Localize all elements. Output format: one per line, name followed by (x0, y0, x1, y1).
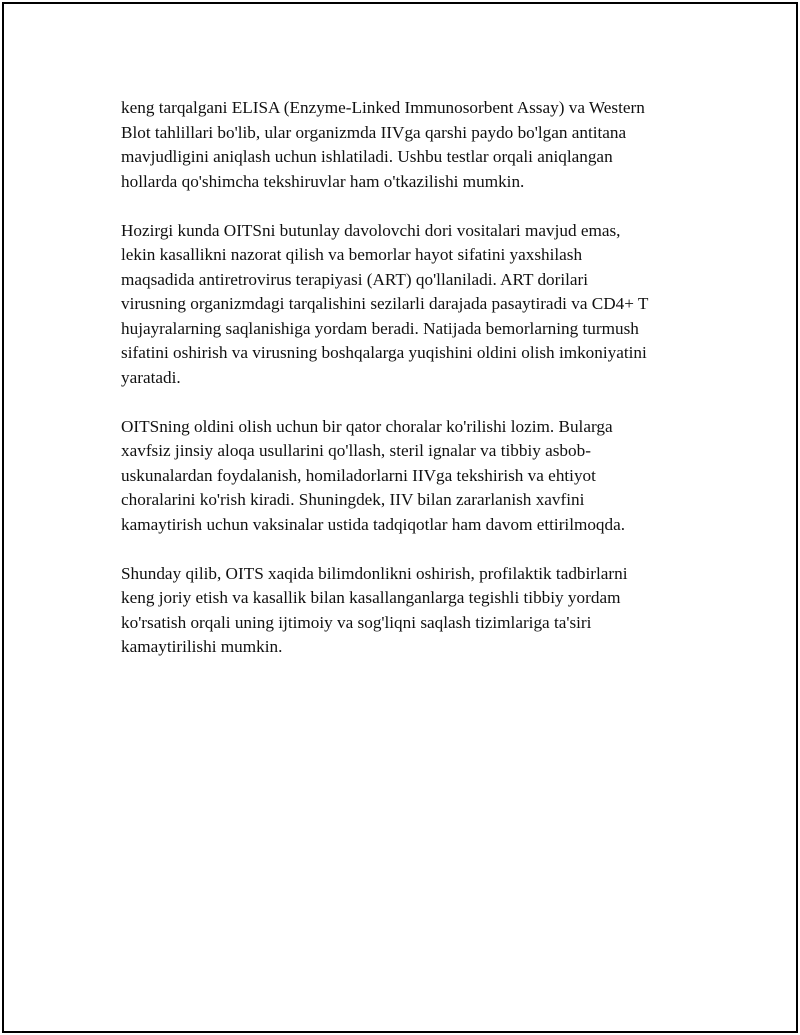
text-line: OITSning oldini olish uchun bir qator choralar ko'rilishi lozim. Bularga (121, 416, 613, 436)
text-line: yaratadi. (121, 367, 181, 387)
paragraph-prevention (121, 415, 701, 538)
document-body (121, 96, 701, 684)
text-line: Hozirgi kunda OITSni butunlay davolovchi dori vositalari mavjud emas, (121, 220, 621, 240)
text-line: lekin kasallikni nazorat qilish va bemorlar hayot sifatini yaxshilash (121, 245, 583, 264)
text-line: mavjudligini aniqlash uchun ishlatiladi. Ushbu testlar orqali aniqlangan (121, 147, 613, 166)
text-line: xavfsiz jinsiy aloqa usullarini qo'llash, steril ignalar va tibbiy asbob- (121, 441, 591, 460)
text-line: Blot tahlillari bo'lib, ular organizmda IIVga qarshi paydo bo'lgan antitana (121, 122, 627, 142)
text-line: keng tarqalgani ELISA (Enzyme-Linked Immunosorbent Assay) va Western (121, 98, 645, 117)
paragraph-diagnostics (121, 96, 701, 194)
text-line: hujayralarning saqlanishiga yordam beradi. Natijada bemorlarning turmush (121, 318, 639, 338)
text-line: sifatini oshirish va virusning boshqalarga yuqishini oldini olish imkoniyatini (121, 343, 647, 362)
paragraph-conclusion (121, 562, 701, 660)
text-line: kamaytirish uchun vaksinalar ustida tadqiqotlar ham davom ettirilmoqda. (121, 514, 626, 534)
text-line: uskunalardan foydalanish, homiladorlarni IIVga tekshirish va ehtiyot (121, 465, 596, 485)
text-line: ko'rsatish orqali uning ijtimoiy va sog'liqni saqlash tizimlariga ta'siri (121, 612, 592, 632)
text-line: keng joriy etish va kasallik bilan kasallanganlarga tegishli tibbiy yordam (121, 588, 621, 607)
text-line: kamaytirilishi mumkin. (121, 637, 283, 656)
text-line: maqsadida antiretrovirus terapiyasi (ART) qo'llaniladi. ART dorilari (121, 269, 589, 289)
paragraph-treatment (121, 219, 701, 391)
text-line: choralarini ko'rish kiradi. Shuningdek, IIV bilan zararlanish xavfini (121, 490, 585, 509)
text-line: virusning organizmdagi tarqalishini sezilarli darajada pasaytiradi va CD4+ T (121, 294, 649, 313)
text-line: Shunday qilib, OITS xaqida bilimdonlikni oshirish, profilaktik tadbirlarni (121, 563, 628, 583)
page-frame (2, 2, 798, 1033)
text-line: hollarda qo'shimcha tekshiruvlar ham o'tkazilishi mumkin. (121, 171, 525, 191)
